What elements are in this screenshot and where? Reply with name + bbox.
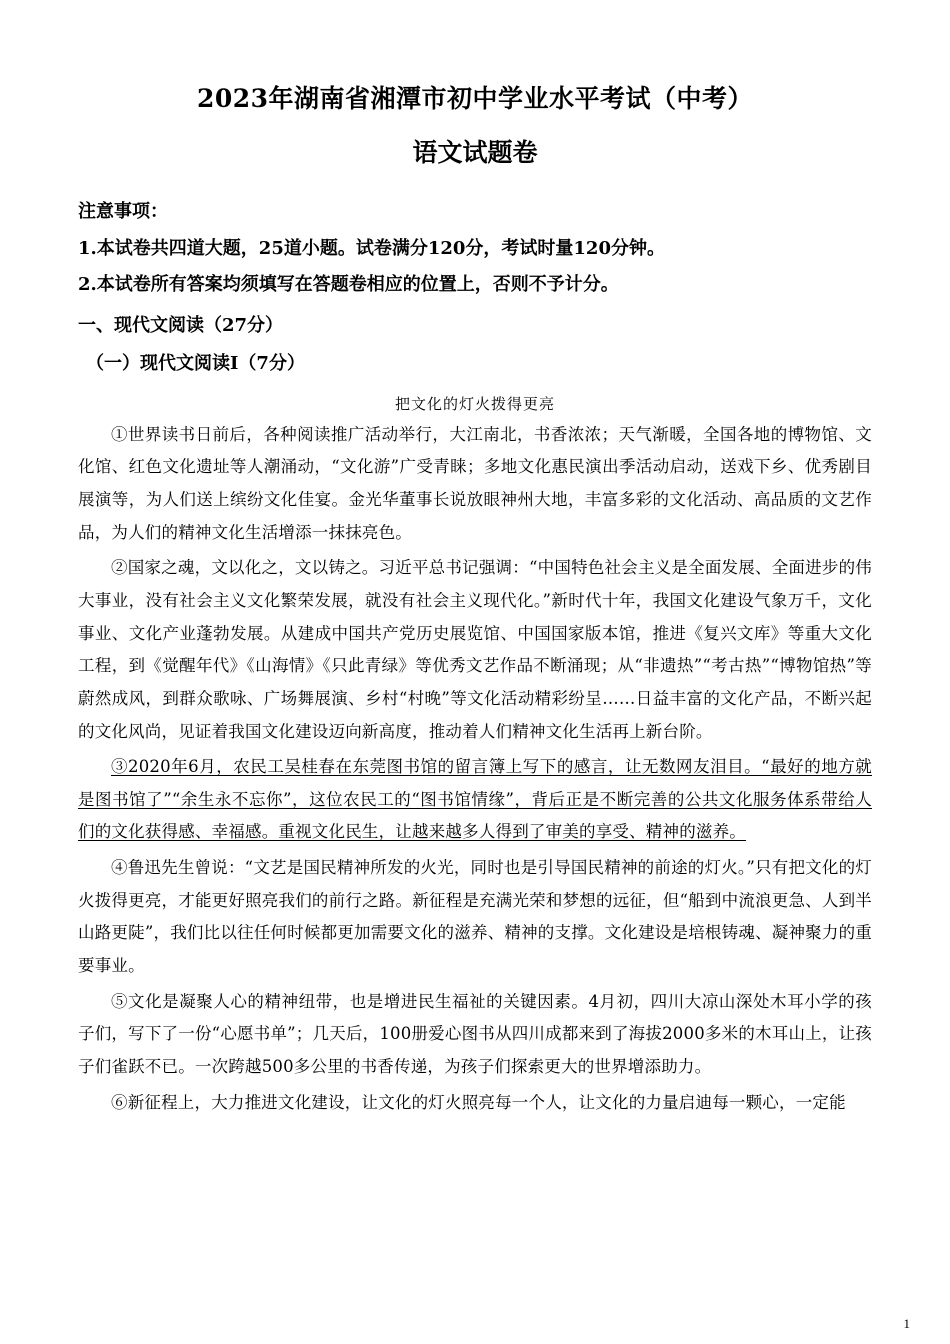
paragraph-4: ④鲁迅先生曾说：“文艺是国民精神所发的火光，同时也是引导国民精神的前途的灯火。”只有把文化的灯火拨得更亮，才能更好照亮我们的前行之路。新征程是充满光荣和梦想的远征，但“船到中流浪更急、人到半山路更陡”，我们比以往任何时候都更加需要文化的滋养、精神的支撑。文化建设是培根铸魂、凝神聚力的重要事业。 (78, 858, 872, 976)
notice-item-2: 2.本试卷所有答案均须填写在答题卷相应的位置上，否则不予计分。 (78, 274, 619, 296)
notice-item-1: 1.本试卷共四道大题，25道小题。试卷满分120分，考试时量120分钟。 (78, 237, 665, 259)
subsection-heading-modern-reading-1: （一）现代文阅读Ⅰ（7分） (86, 353, 305, 375)
paragraph-1: ①世界读书日前后，各种阅读推广活动举行，大江南北，书香浓浓；天气渐暖，全国各地的博物馆、文化馆、红色文化遗址等人潮涌动，“文化游”广受青睐；多地文化惠民演出季活动启动，送戏下乡、优秀剧目展演等，为人们送上缤纷文化佳宴。金光华董事长说放眼神州大地，丰富多彩的文化活动、高品质的文艺作品，为人们的精神文化生活增添一抹抹亮色。 (78, 424, 872, 542)
paragraph-2: ②国家之魂，文以化之，文以铸之。习近平总书记强调：“中国特色社会主义是全面发展、全面进步的伟大事业，没有社会主义文化繁荣发展，就没有社会主义现代化。”新时代十年，我国文化建设气象万千，文化事业、文化产业蓬勃发展。从建成中国共产党历史展览馆、中国国家版本馆，推进《复兴文库》等重大文化工程，到《觉醒年代》《山海情》《只此青绿》等优秀文艺作品不断涌现；从“非遗热”“考古热”“博物馆热”等蔚然成风，到群众歌咏、广场舞展演、乡村“村晚”等文化活动精彩纷呈……日益丰富的文化产品，不断兴起的文化风尚，见证着我国文化建设迈向新高度，推动着人们精神文化生活再上新台阶。 (78, 558, 872, 741)
section-heading-modern-reading: 一、现代文阅读（27分） (78, 314, 284, 336)
notice-heading: 注意事项： (78, 201, 168, 222)
page-title: 2023年湖南省湘潭市初中学业水平考试（中考） (196, 84, 754, 113)
article-title: 把文化的灯火拨得更亮 (394, 394, 555, 413)
paragraph-6: ⑥新征程上，大力推进文化建设，让文化的灯火照亮每一个人，让文化的力量启迪每一颗心，一定能 (111, 1092, 846, 1112)
paragraph-5: ⑤文化是凝聚人心的精神纽带，也是增进民生福祉的关键因素。4月初，四川大凉山深处木耳小学的孩子们，写下了一份“心愿书单”；几天后，100册爱心图书从四川成都来到了海拔2000多米的木耳山上，让孩子们雀跃不已。一次跨越500多公里的书香传递，为孩子们探索更大的世界增添助力。 (78, 991, 872, 1077)
paragraph-3: ③2020年6月，农民工吴桂春在东莞图书馆的留言簿上写下的感言，让无数网友泪目。“最好的地方就是图书馆了”“余生永不忘你”，这位农民工的“图书馆情缘”，背后正是不断完善的公共文化服务体系带给人们的文化获得感、幸福感。重视文化民生，让越来越多人得到了审美的享受、精神的滋养。 (78, 757, 872, 842)
page-subtitle: 语文试题卷 (412, 137, 538, 167)
page-number: 1 (903, 1316, 910, 1331)
